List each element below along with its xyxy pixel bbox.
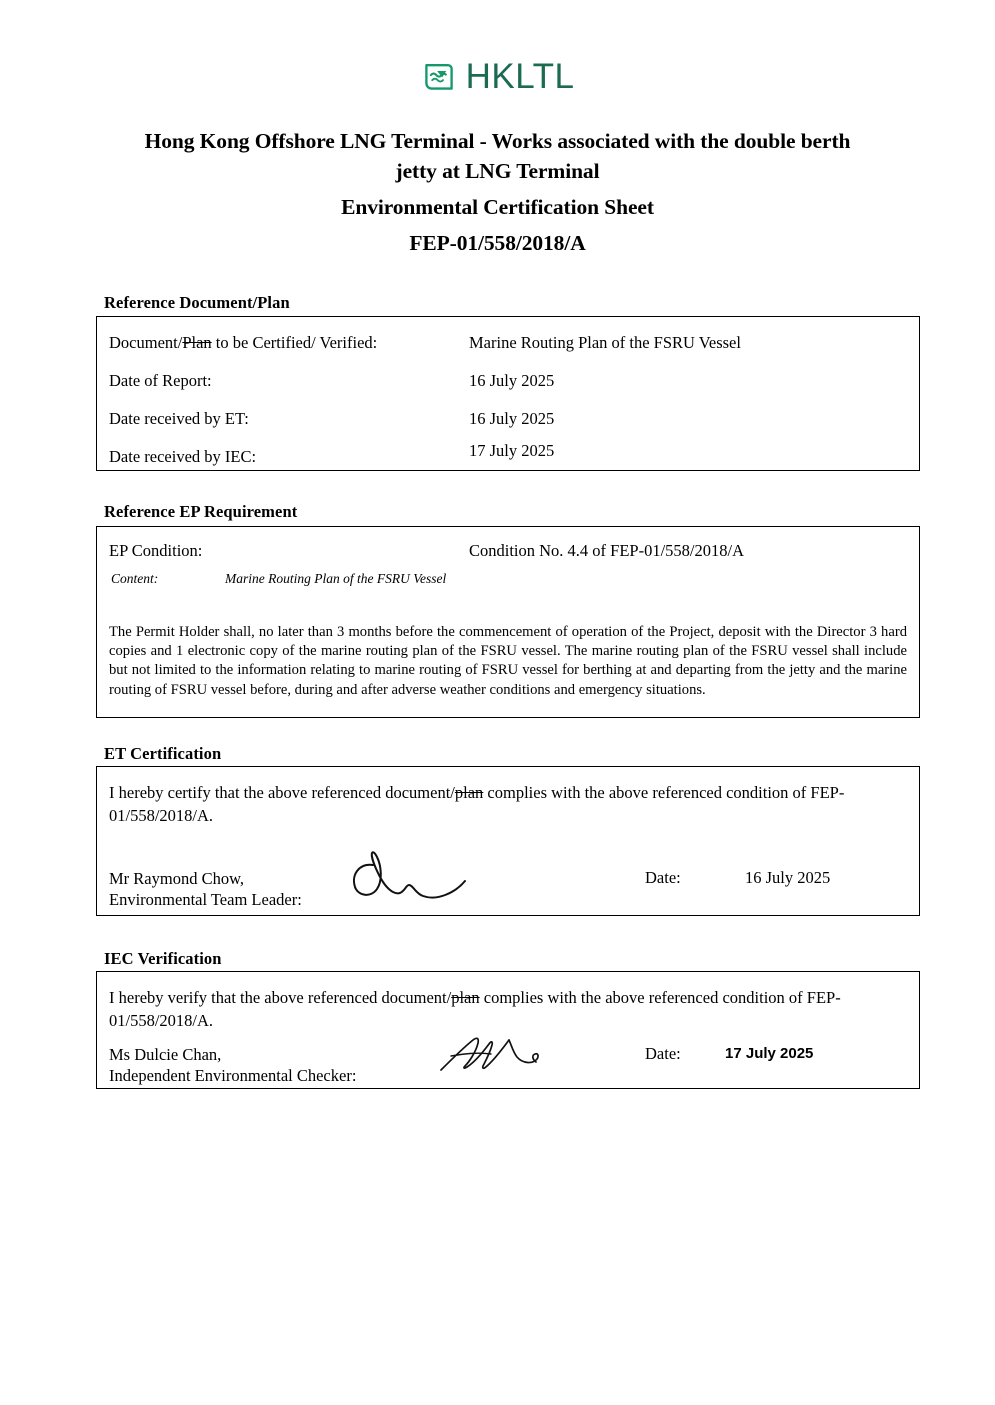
- title-line-1: Hong Kong Offshore LNG Terminal - Works associated with the double berth: [144, 129, 851, 153]
- iec-date-label: Date:: [645, 1044, 681, 1063]
- date-received-et-value: 16 July 2025: [469, 409, 555, 428]
- ep-content-label: Content:: [111, 571, 159, 586]
- date-received-iec-label: Date received by IEC:: [109, 447, 257, 466]
- reference-document-heading: Reference Document/Plan: [104, 293, 290, 312]
- iec-date-value: 17 July 2025: [725, 1045, 814, 1062]
- et-date-value: 16 July 2025: [745, 868, 831, 887]
- et-date-label: Date:: [645, 868, 681, 887]
- title-line-2: jetty at LNG Terminal: [395, 159, 600, 183]
- page-title: [80, 126, 915, 258]
- hkltl-wave-arrow-icon: [421, 58, 457, 94]
- et-leader-name: Mr Raymond Chow,: [109, 869, 245, 888]
- iec-verification-heading: IEC Verification: [104, 949, 222, 968]
- reference-document-box: [96, 316, 920, 471]
- document-to-certify-value: Marine Routing Plan of the FSRU Vessel: [469, 333, 741, 352]
- document-label-suffix: to be Certified/ Verified:: [211, 333, 378, 352]
- iec-checker-name: Ms Dulcie Chan,: [109, 1045, 222, 1064]
- raymond-chow-signature: [343, 843, 493, 905]
- ep-condition-value: Condition No. 4.4 of FEP-01/558/2018/A: [469, 541, 745, 560]
- title-line-3: Environmental Certification Sheet: [341, 195, 654, 219]
- title-line-4: FEP-01/558/2018/A: [409, 231, 586, 255]
- iec-statement-prefix: I hereby verify that the above referenced document/: [109, 988, 452, 1007]
- et-certification-box: [96, 766, 920, 916]
- document-to-certify-label: [109, 333, 377, 353]
- dulcie-chan-signature: [433, 1026, 553, 1082]
- date-of-report-label: Date of Report:: [109, 371, 212, 390]
- et-statement-struck: plan: [454, 783, 484, 802]
- et-statement-prefix: I hereby certify that the above referenced document/: [109, 783, 455, 802]
- et-certification-heading: ET Certification: [104, 744, 222, 763]
- company-logo: [0, 58, 995, 94]
- iec-statement-suffix: complies with the above referenced condition of FEP-01/558/2018/A.: [109, 988, 841, 1030]
- date-received-iec-value: 17 July 2025: [469, 441, 555, 460]
- et-statement-suffix: complies with the above referenced condition of FEP-01/558/2018/A.: [109, 783, 845, 825]
- et-certification-statement: [109, 781, 905, 827]
- ep-requirement-heading: Reference EP Requirement: [104, 502, 298, 521]
- document-label-struck: Plan: [182, 333, 212, 352]
- iec-checker-title: Independent Environmental Checker:: [109, 1066, 357, 1085]
- et-leader-title: Environmental Team Leader:: [109, 890, 302, 909]
- ep-condition-paragraph: The Permit Holder shall, no later than 3 months before the commencement of operation of the Project, deposit with the Director 3 hard copies and 1 electronic copy of the marine routing plan of the FSRU vessel. The marine routing plan of the FSRU vessel shall include but not limited to the information relating to marine routing of FSRU vessel for berthing at and departing from the jetty and the marine routing of FSRU vessel before, during and after adverse weather conditions and emergency situations.: [109, 624, 907, 698]
- ep-content-value: Marine Routing Plan of the FSRU Vessel: [225, 571, 447, 586]
- date-received-et-label: Date received by ET:: [109, 409, 249, 428]
- iec-statement-struck: plan: [451, 988, 480, 1007]
- date-of-report-value: 16 July 2025: [469, 371, 555, 390]
- document-label-prefix: Document/: [109, 333, 183, 352]
- ep-requirement-box: [96, 526, 920, 718]
- ep-condition-label: EP Condition:: [109, 541, 203, 560]
- iec-verification-box: [96, 971, 920, 1089]
- logo-wordmark: HKLTL: [465, 57, 575, 96]
